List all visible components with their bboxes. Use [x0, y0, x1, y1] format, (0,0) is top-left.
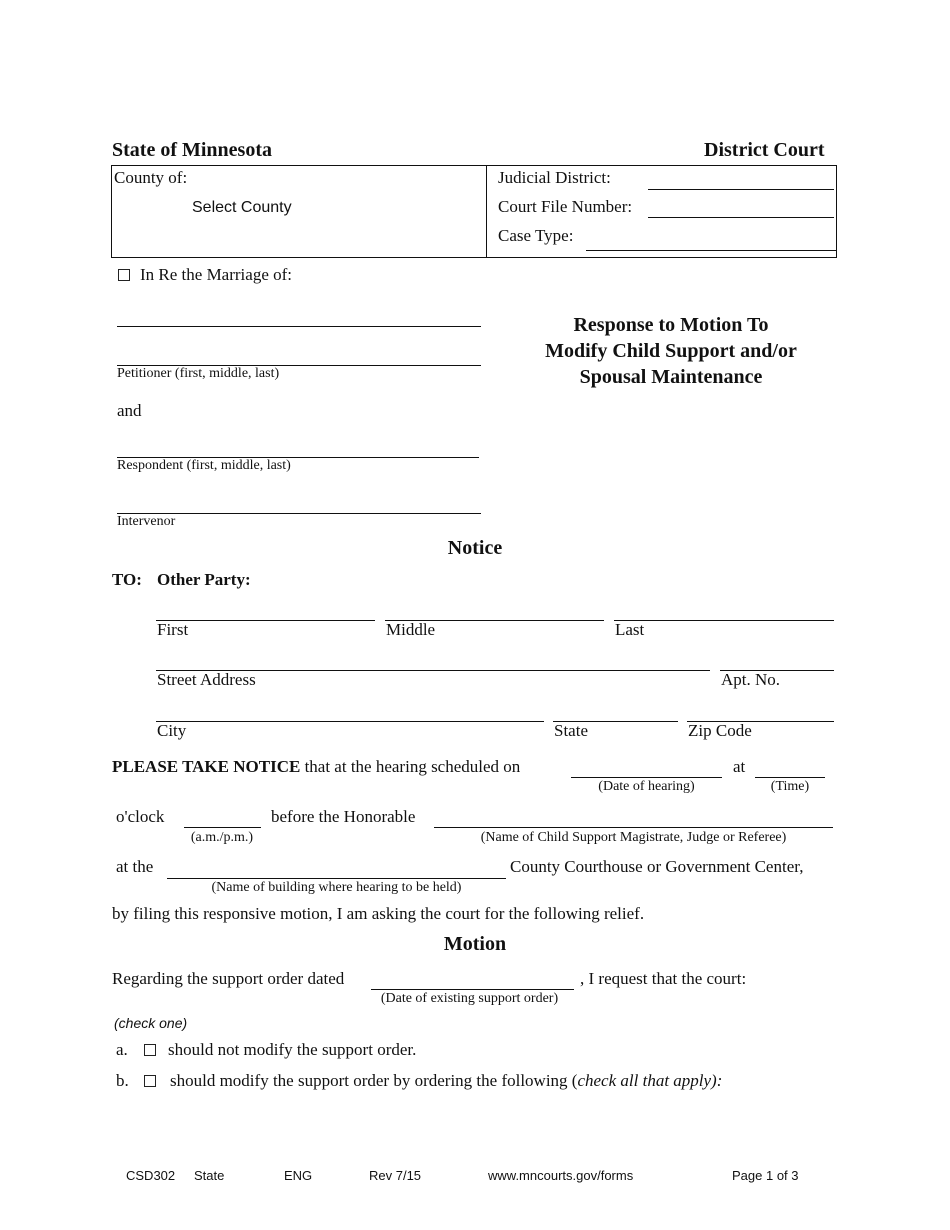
zip-code-label: Zip Code: [688, 721, 752, 740]
intervenor-label: Intervenor: [117, 514, 176, 529]
ampm-input[interactable]: [184, 809, 261, 828]
respondent-label: Respondent (first, middle, last): [117, 458, 291, 473]
other-party-last-input[interactable]: [614, 602, 834, 621]
option-b-checkbox[interactable]: [144, 1075, 156, 1087]
last-label: Last: [615, 620, 645, 639]
to-label: TO:: [112, 570, 142, 589]
please-take-notice-text: [112, 757, 520, 777]
street-address-input[interactable]: [156, 652, 710, 671]
petitioner-name-input-2[interactable]: [117, 347, 481, 366]
option-b-text: should modify the support order by ordering the following (: [170, 1071, 578, 1090]
option-b-label: [170, 1071, 722, 1091]
case-type-label: Case Type:: [498, 226, 574, 245]
intervenor-name-input[interactable]: [117, 495, 481, 514]
and-label: and: [117, 401, 142, 420]
option-a-letter: a.: [116, 1040, 128, 1059]
state-label: State: [554, 721, 588, 740]
hearing-date-input[interactable]: [571, 759, 722, 778]
state-heading: State of Minnesota: [112, 139, 272, 161]
option-a-label: should not modify the support order.: [168, 1040, 417, 1059]
form-title-line-3: Spousal Maintenance: [579, 366, 763, 388]
form-title-line-2: Modify Child Support and/or: [545, 340, 797, 362]
please-take-notice-rest: that at the hearing scheduled on: [304, 757, 521, 776]
state-input[interactable]: [553, 703, 678, 722]
in-re-label: In Re the Marriage of:: [140, 265, 292, 284]
building-hint: (Name of building where hearing to be held): [211, 880, 462, 895]
middle-label: Middle: [386, 620, 436, 639]
support-order-date-hint: (Date of existing support order): [380, 991, 559, 1006]
county-select[interactable]: Select County: [192, 199, 292, 216]
in-re-checkbox[interactable]: [118, 269, 130, 281]
option-a-checkbox[interactable]: [144, 1044, 156, 1056]
petitioner-name-input-1[interactable]: [117, 308, 481, 327]
hearing-time-input[interactable]: [755, 759, 825, 778]
judicial-district-label: Judicial District:: [498, 168, 611, 187]
other-party-label: Other Party:: [157, 570, 251, 589]
building-name-input[interactable]: [167, 860, 506, 879]
relief-text: by filing this responsive motion, I am asking the court for the following relief.: [112, 904, 645, 923]
check-one-label: (check one): [114, 1015, 188, 1031]
footer-lang: ENG: [284, 1168, 313, 1183]
footer-rev: Rev 7/15: [369, 1168, 422, 1183]
judicial-district-input[interactable]: [648, 171, 834, 190]
at-label: at: [733, 757, 746, 776]
courthouse-label: County Courthouse or Government Center,: [510, 857, 804, 876]
caption-divider: [486, 165, 487, 258]
judge-name-hint: (Name of Child Support Magistrate, Judge or Referee): [480, 830, 787, 845]
petitioner-label: Petitioner (first, middle, last): [117, 366, 280, 381]
zip-code-input[interactable]: [687, 703, 834, 722]
case-type-input[interactable]: [586, 232, 836, 251]
regarding-label: Regarding the support order dated: [112, 969, 345, 988]
footer-url-link[interactable]: www.mncourts.gov/forms: [488, 1168, 634, 1183]
request-label: , I request that the court:: [580, 969, 747, 988]
footer-state: State: [194, 1168, 225, 1183]
at-the-label: at the: [116, 857, 154, 876]
motion-heading: Motion: [443, 933, 507, 955]
first-label: First: [157, 620, 189, 639]
date-of-hearing-hint: (Date of hearing): [598, 779, 695, 794]
city-input[interactable]: [156, 703, 544, 722]
respondent-name-input[interactable]: [117, 439, 479, 458]
before-honorable-label: before the Honorable: [271, 807, 416, 826]
footer-page-number: Page 1 of 3: [732, 1168, 799, 1183]
judge-name-input[interactable]: [434, 809, 833, 828]
city-label: City: [157, 721, 187, 740]
court-file-number-label: Court File Number:: [498, 197, 633, 216]
please-take-notice-bold: PLEASE TAKE NOTICE: [112, 757, 301, 776]
option-b-italic: check all that apply):: [577, 1071, 723, 1090]
court-heading: District Court: [704, 139, 825, 161]
apt-no-label: Apt. No.: [721, 670, 781, 689]
option-b-letter: b.: [116, 1071, 129, 1090]
time-hint: (Time): [770, 779, 810, 794]
other-party-middle-input[interactable]: [385, 602, 604, 621]
other-party-first-input[interactable]: [156, 602, 375, 621]
footer-form-code: CSD302: [126, 1168, 176, 1183]
apt-no-input[interactable]: [720, 652, 834, 671]
form-title: [506, 312, 836, 390]
street-address-label: Street Address: [157, 670, 256, 689]
ampm-hint: (a.m./p.m.): [190, 830, 254, 845]
form-title-line-1: Response to Motion To: [573, 314, 769, 336]
county-label: County of:: [114, 168, 188, 187]
support-order-date-input[interactable]: [371, 971, 574, 990]
oclock-label: o'clock: [116, 807, 165, 826]
notice-heading: Notice: [447, 537, 503, 559]
court-file-number-input[interactable]: [648, 199, 834, 218]
